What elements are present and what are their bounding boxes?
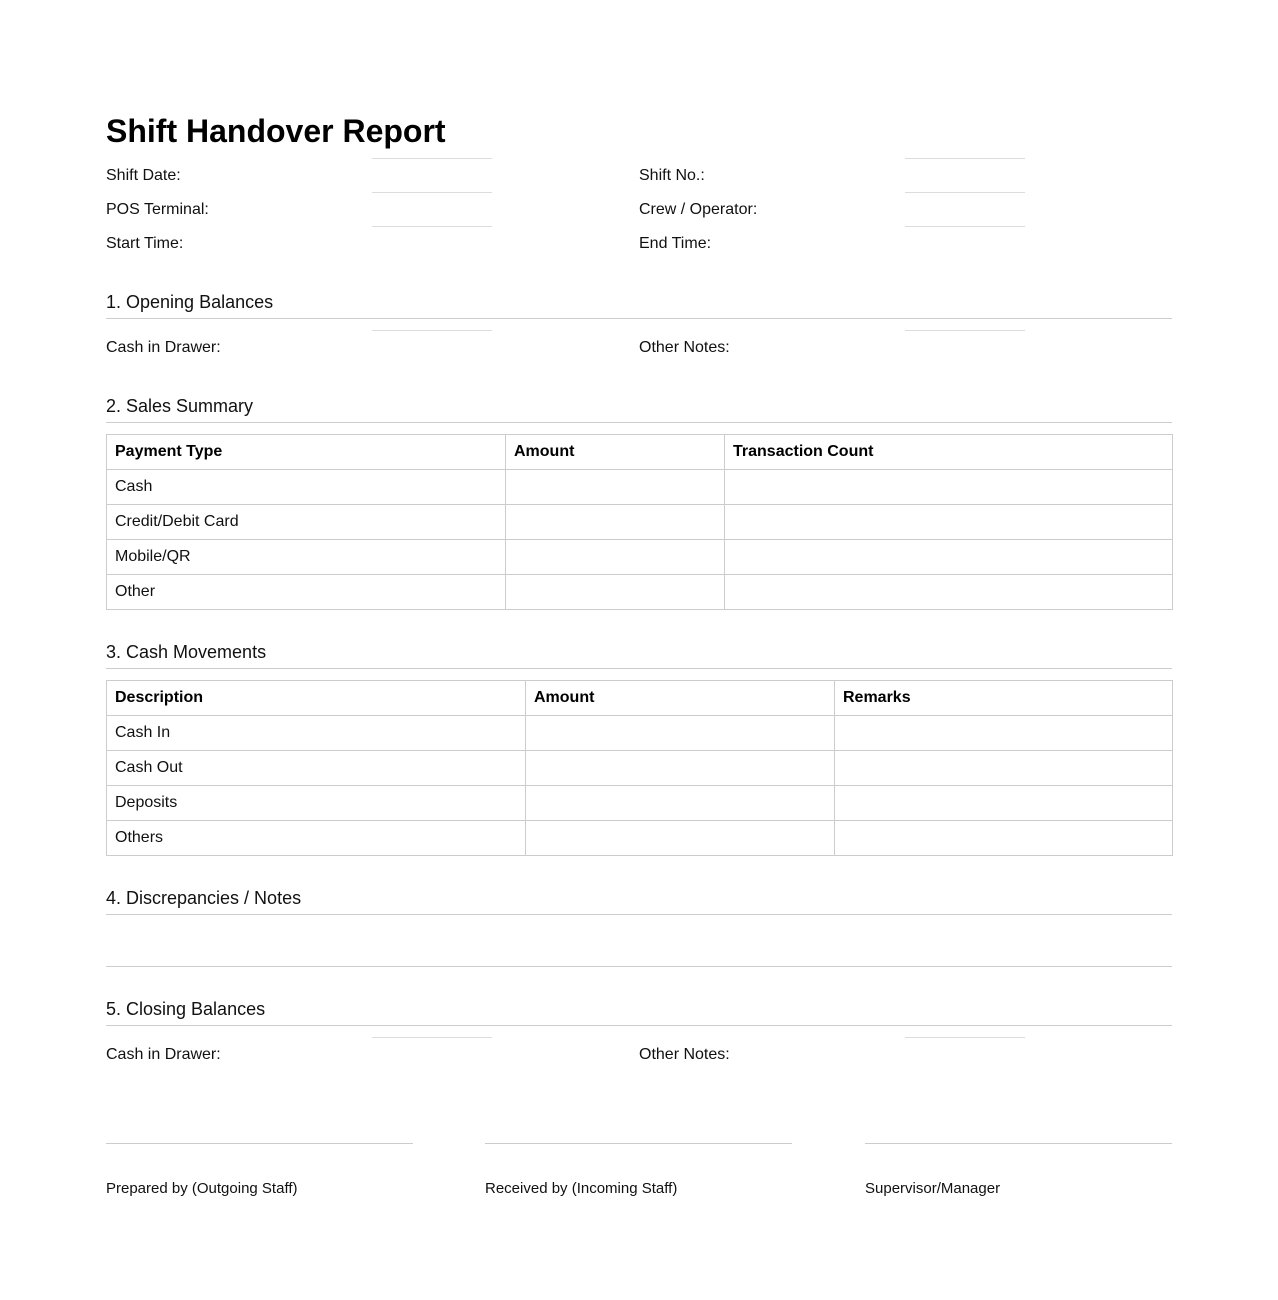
shift-no-field (639, 166, 1172, 200)
table-row (107, 751, 1173, 786)
opening-cash-in-drawer-field (106, 338, 639, 372)
shift-no-input[interactable] (905, 158, 1025, 159)
column-header: Amount (526, 681, 835, 716)
section-sales-summary-heading: 2. Sales Summary (106, 395, 1172, 423)
amount-cell[interactable] (506, 470, 725, 505)
signature-label: Supervisor/Manager (865, 1180, 1001, 1197)
signature-supervisor (865, 1143, 1172, 1197)
column-header: Transaction Count (725, 435, 1173, 470)
page-title: Shift Handover Report (106, 113, 446, 149)
start-time-input[interactable] (372, 226, 492, 227)
field-label: Start Time: (106, 235, 184, 252)
signature-label: Received by (Incoming Staff) (485, 1180, 678, 1197)
start-time-field (106, 234, 639, 268)
payment-type-cell: Mobile/QR (107, 540, 506, 575)
signature-label: Prepared by (Outgoing Staff) (106, 1180, 298, 1197)
amount-cell[interactable] (506, 540, 725, 575)
payment-type-cell: Credit/Debit Card (107, 505, 506, 540)
transaction-count-cell[interactable] (725, 470, 1173, 505)
column-header: Payment Type (107, 435, 506, 470)
opening-other-notes-input[interactable] (905, 330, 1025, 331)
closing-cash-in-drawer-input[interactable] (372, 1037, 492, 1038)
table-row (107, 505, 1173, 540)
shift-date-field (106, 166, 639, 200)
description-cell: Deposits (107, 786, 526, 821)
sales-summary-table (106, 434, 1173, 610)
table-row (107, 540, 1173, 575)
amount-cell[interactable] (526, 751, 835, 786)
signature-prepared-by (106, 1143, 413, 1197)
closing-other-notes-field (639, 1045, 1172, 1079)
transaction-count-cell[interactable] (725, 540, 1173, 575)
table-row (107, 786, 1173, 821)
field-label: Cash in Drawer: (106, 339, 221, 356)
table-row (107, 470, 1173, 505)
signature-line[interactable] (106, 1143, 413, 1144)
section-discrepancies-notes-heading: 4. Discrepancies / Notes (106, 887, 1172, 915)
field-label: Shift Date: (106, 167, 181, 184)
remarks-cell[interactable] (835, 821, 1173, 856)
field-label: End Time: (639, 235, 712, 252)
amount-cell[interactable] (526, 821, 835, 856)
remarks-cell[interactable] (835, 716, 1173, 751)
table-row (107, 821, 1173, 856)
field-label: Shift No.: (639, 167, 705, 184)
transaction-count-cell[interactable] (725, 575, 1173, 610)
transaction-count-cell[interactable] (725, 505, 1173, 540)
end-time-field (639, 234, 1172, 268)
signature-received-by (485, 1143, 792, 1197)
section-cash-movements-heading: 3. Cash Movements (106, 641, 1172, 669)
cash-movements-table (106, 680, 1173, 856)
amount-cell[interactable] (506, 575, 725, 610)
table-row (107, 575, 1173, 610)
amount-cell[interactable] (526, 716, 835, 751)
closing-cash-in-drawer-field (106, 1045, 639, 1079)
description-cell: Others (107, 821, 526, 856)
section-closing-balances-heading: 5. Closing Balances (106, 998, 1172, 1026)
discrepancies-notes-input[interactable] (106, 966, 1172, 967)
crew-operator-input[interactable] (905, 192, 1025, 193)
description-cell: Cash In (107, 716, 526, 751)
column-header: Amount (506, 435, 725, 470)
crew-operator-field (639, 200, 1172, 234)
amount-cell[interactable] (526, 786, 835, 821)
field-label: Other Notes: (639, 339, 730, 356)
payment-type-cell: Other (107, 575, 506, 610)
table-header-row (107, 681, 1173, 716)
table-row (107, 716, 1173, 751)
end-time-input[interactable] (905, 226, 1025, 227)
field-label: POS Terminal: (106, 201, 209, 218)
amount-cell[interactable] (506, 505, 725, 540)
pos-terminal-input[interactable] (372, 192, 492, 193)
column-header: Remarks (835, 681, 1173, 716)
opening-cash-in-drawer-input[interactable] (372, 330, 492, 331)
field-label: Crew / Operator: (639, 201, 758, 218)
field-label: Cash in Drawer: (106, 1046, 221, 1063)
field-label: Other Notes: (639, 1046, 730, 1063)
remarks-cell[interactable] (835, 751, 1173, 786)
remarks-cell[interactable] (835, 786, 1173, 821)
signature-line[interactable] (865, 1143, 1172, 1144)
payment-type-cell: Cash (107, 470, 506, 505)
signature-line[interactable] (485, 1143, 792, 1144)
description-cell: Cash Out (107, 751, 526, 786)
column-header: Description (107, 681, 526, 716)
opening-other-notes-field (639, 338, 1172, 372)
table-header-row (107, 435, 1173, 470)
closing-other-notes-input[interactable] (905, 1037, 1025, 1038)
shift-date-input[interactable] (372, 158, 492, 159)
section-opening-balances-heading: 1. Opening Balances (106, 291, 1172, 319)
pos-terminal-field (106, 200, 639, 234)
